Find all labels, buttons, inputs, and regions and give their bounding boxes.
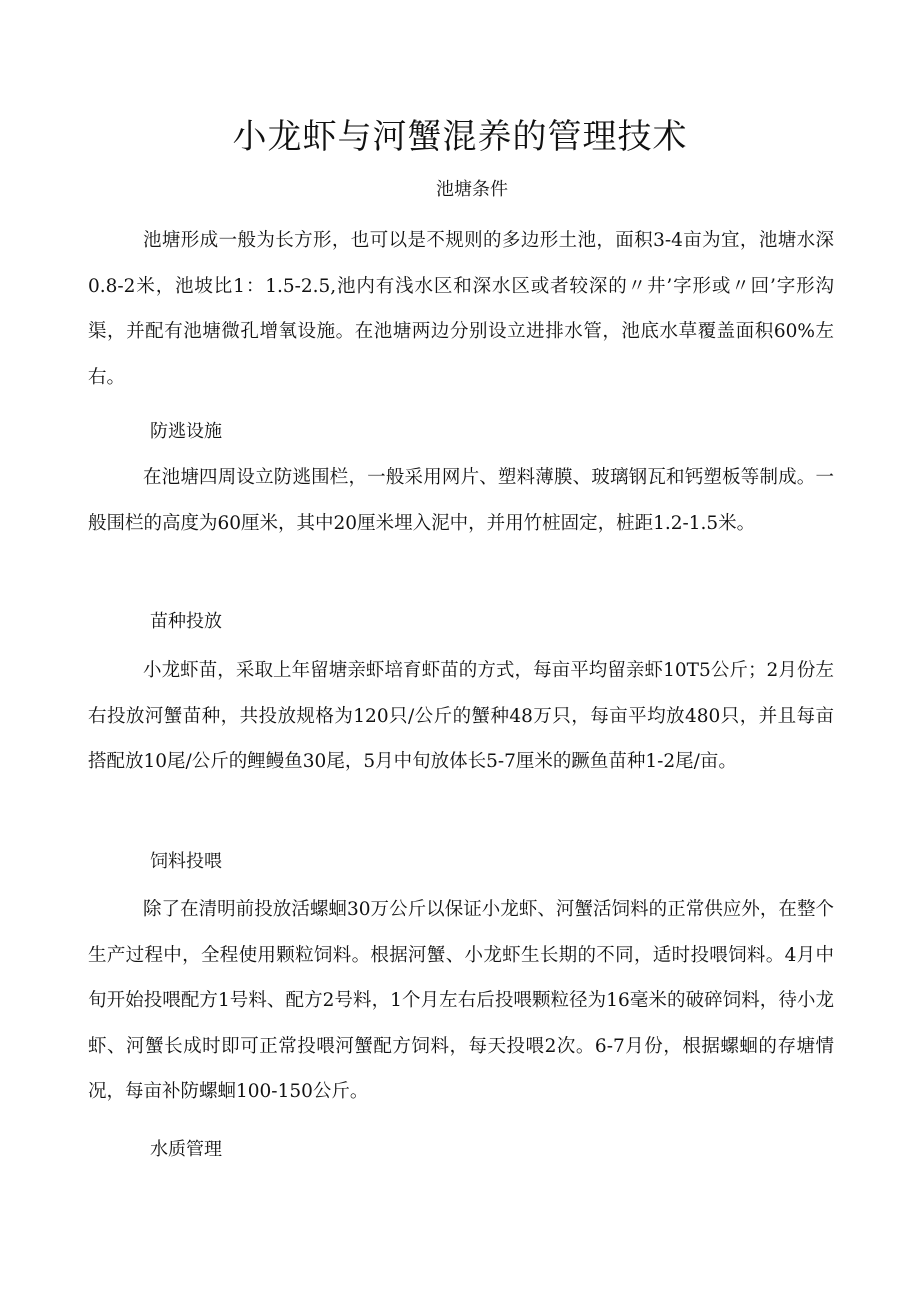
paragraph-pond-conditions: 池塘形成一般为长方形，也可以是不规则的多边形土池，面积3-4亩为宜，池塘水深0.8-2米，池坡比1：1.5-2.5,池内有浅水区和深水区或者较深的〃井’字形或〃回’字形沟渠，并配有池塘微孔增氧设施。在池塘两边分别设立进排水管，池底水草覆盖面积60%左右。 bbox=[88, 230, 834, 388]
paragraph-fry-stocking: 小龙虾苗，采取上年留塘亲虾培育虾苗的方式，每亩平均留亲虾10T5公斤；2月份左右投放河蟹苗种，共投放规格为120只/公斤的蟹种48万只，每亩平均放480只，并且每亩搭配放10尾/公斤的鲤鳗鱼30尾，5月中旬放体长5-7厘米的蹶鱼苗种1-2尾/亩。 bbox=[88, 660, 834, 772]
section-heading-pond-conditions: 池塘条件 bbox=[436, 179, 508, 200]
section-heading-escape-prevention: 防逃设施 bbox=[150, 421, 222, 442]
paragraph-escape-prevention: 在池塘四周设立防逃围栏，一般采用网片、塑料薄膜、玻璃钢瓦和钙塑板等制成。一般围栏的高度为60厘米，其中20厘米埋入泥中，并用竹桩固定，桩距1.2-1.5米。 bbox=[88, 467, 834, 534]
section-heading-water-quality: 水质管理 bbox=[150, 1139, 222, 1160]
document-title: 小龙虾与河蟹混养的管理技术 bbox=[232, 117, 688, 157]
paragraph-feeding: 除了在清明前投放活螺蛔30万公斤以保证小龙虾、河蟹活饲料的正常供应外，在整个生产过程中，全程使用颗粒饲料。根据河蟹、小龙虾生长期的不同，适时投喂饲料。4月中旬开始投喂配方1号料、配方2号料，1个月左右后投喂颗粒径为16毫米的破碎饲料，待小龙虾、河蟹长成时即可正常投喂河蟹配方饲料，每天投喂2次。6-7月份，根据螺蛔的存塘情况，每亩补防螺蛔100-150公斤。 bbox=[88, 899, 834, 1102]
section-heading-fry-stocking: 苗种投放 bbox=[150, 611, 222, 632]
section-heading-feeding: 饲料投喂 bbox=[150, 851, 222, 872]
